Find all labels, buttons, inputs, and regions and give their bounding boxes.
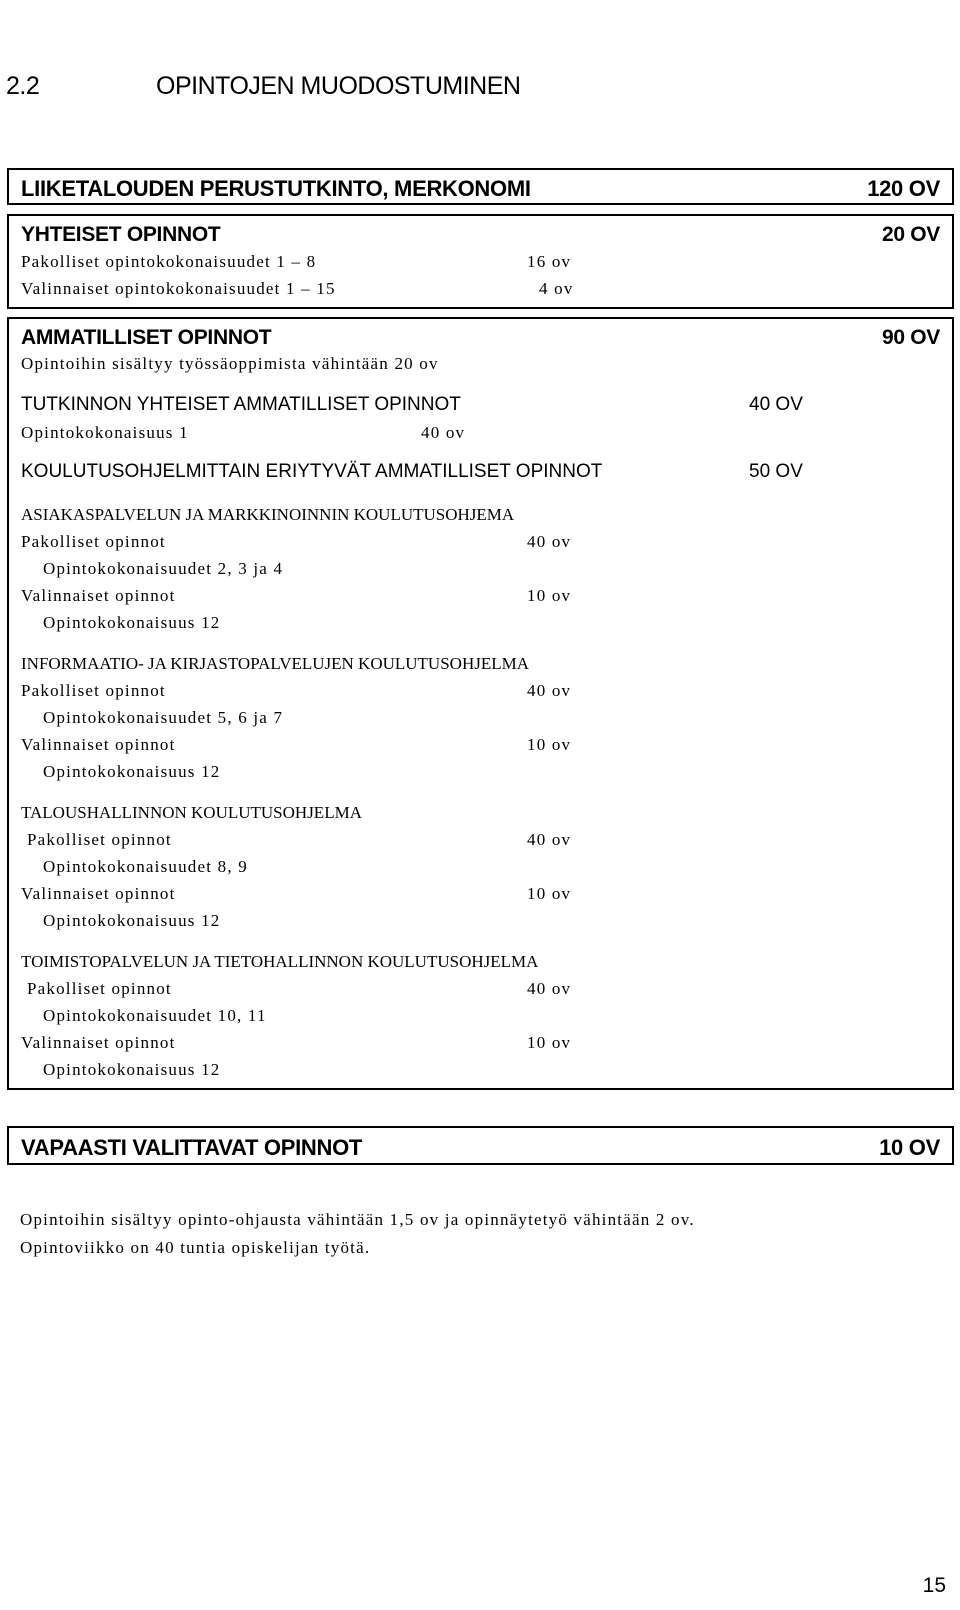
degree-title: LIIKETALOUDEN PERUSTUTKINTO, MERKONOMI [21,176,531,201]
common-mandatory-value: 16 ov [527,252,572,271]
section-heading [6,72,520,101]
vocational-studies-box [7,317,954,1090]
degree-common-vocational-unit: Opintokokonaisuus 1 [21,423,189,442]
program-elective-label: Valinnaiset opinnot [21,735,176,754]
program-title: ASIAKASPALVELUN JA MARKKINOINNIN KOULUTUSOHJEMA [21,505,515,524]
program-mandatory-value: 40 ov [527,532,572,551]
common-studies-total: 20 OV [881,223,940,246]
program-mandatory-value: 40 ov [527,979,572,998]
program-elective-label: Valinnaiset opinnot [21,1033,176,1052]
common-studies-title: YHTEISET OPINNOT [21,223,221,246]
program-elective-value: 10 ov [527,884,572,903]
program-elective-units: Opintokokonaisuus 12 [43,1060,221,1079]
program-elective-units: Opintokokonaisuus 12 [43,762,221,781]
program-elective-value: 10 ov [527,586,572,605]
free-choice-total: 10 OV [879,1135,940,1160]
program-elective-label: Valinnaiset opinnot [21,586,176,605]
program-mandatory-label: Pakolliset opinnot [21,532,166,551]
program-title: INFORMAATIO- JA KIRJASTOPALVELUJEN KOULUTUSOHJELMA [21,654,529,673]
degree-common-vocational-total: 40 OV [749,394,803,415]
page-number: 15 [922,1574,946,1597]
program-title: TALOUSHALLINNON KOULUTUSOHJELMA [21,803,362,822]
program-title: TOIMISTOPALVELUN JA TIETOHALLINNON KOULUTUSOHJELMA [21,952,539,971]
vocational-studies-total: 90 OV [881,326,940,349]
degree-common-vocational-value: 40 ov [421,423,466,442]
program-specific-total: 50 OV [749,461,803,482]
degree-total: 120 OV [867,176,940,201]
common-elective-label: Valinnaiset opintokokonaisuudet 1 – 15 [21,279,336,298]
program-elective-value: 10 ov [527,735,572,754]
program-mandatory-units: Opintokokonaisuudet 10, 11 [43,1006,267,1025]
free-choice-title: VAPAASTI VALITTAVAT OPINNOT [21,1135,363,1160]
common-studies-box [7,214,954,309]
program-mandatory-label: Pakolliset opinnot [21,681,166,700]
program-mandatory-value: 40 ov [527,681,572,700]
program-elective-units: Opintokokonaisuus 12 [43,613,221,632]
program-mandatory-value: 40 ov [527,830,572,849]
footnote: Opintoviikko on 40 tuntia opiskelijan työtä. [20,1238,371,1257]
program-mandatory-units: Opintokokonaisuudet 8, 9 [43,857,248,876]
common-mandatory-label: Pakolliset opintokokonaisuudet 1 – 8 [21,252,317,271]
degree-box [7,168,954,205]
program-mandatory-label: Pakolliset opinnot [27,979,172,998]
vocational-note: Opintoihin sisältyy työssäoppimista vähintään 20 ov [21,354,439,373]
section-title: OPINTOJEN MUODOSTUMINEN [156,72,521,100]
program-mandatory-units: Opintokokonaisuudet 2, 3 ja 4 [43,559,284,578]
free-choice-box [7,1126,954,1165]
footnote: Opintoihin sisältyy opinto-ohjausta vähintään 1,5 ov ja opinnäytetyö vähintään 2 ov. [20,1210,695,1229]
program-elective-units: Opintokokonaisuus 12 [43,911,221,930]
program-elective-value: 10 ov [527,1033,572,1052]
common-elective-value: 4 ov [539,279,574,298]
vocational-studies-title: AMMATILLISET OPINNOT [21,326,272,349]
section-number: 2.2 [6,72,40,100]
program-mandatory-units: Opintokokonaisuudet 5, 6 ja 7 [43,708,284,727]
program-mandatory-label: Pakolliset opinnot [27,830,172,849]
program-elective-label: Valinnaiset opinnot [21,884,176,903]
program-specific-title: KOULUTUSOHJELMITTAIN ERIYTYVÄT AMMATILLISET OPINNOT [21,461,603,482]
degree-common-vocational-title: TUTKINNON YHTEISET AMMATILLISET OPINNOT [21,394,461,415]
